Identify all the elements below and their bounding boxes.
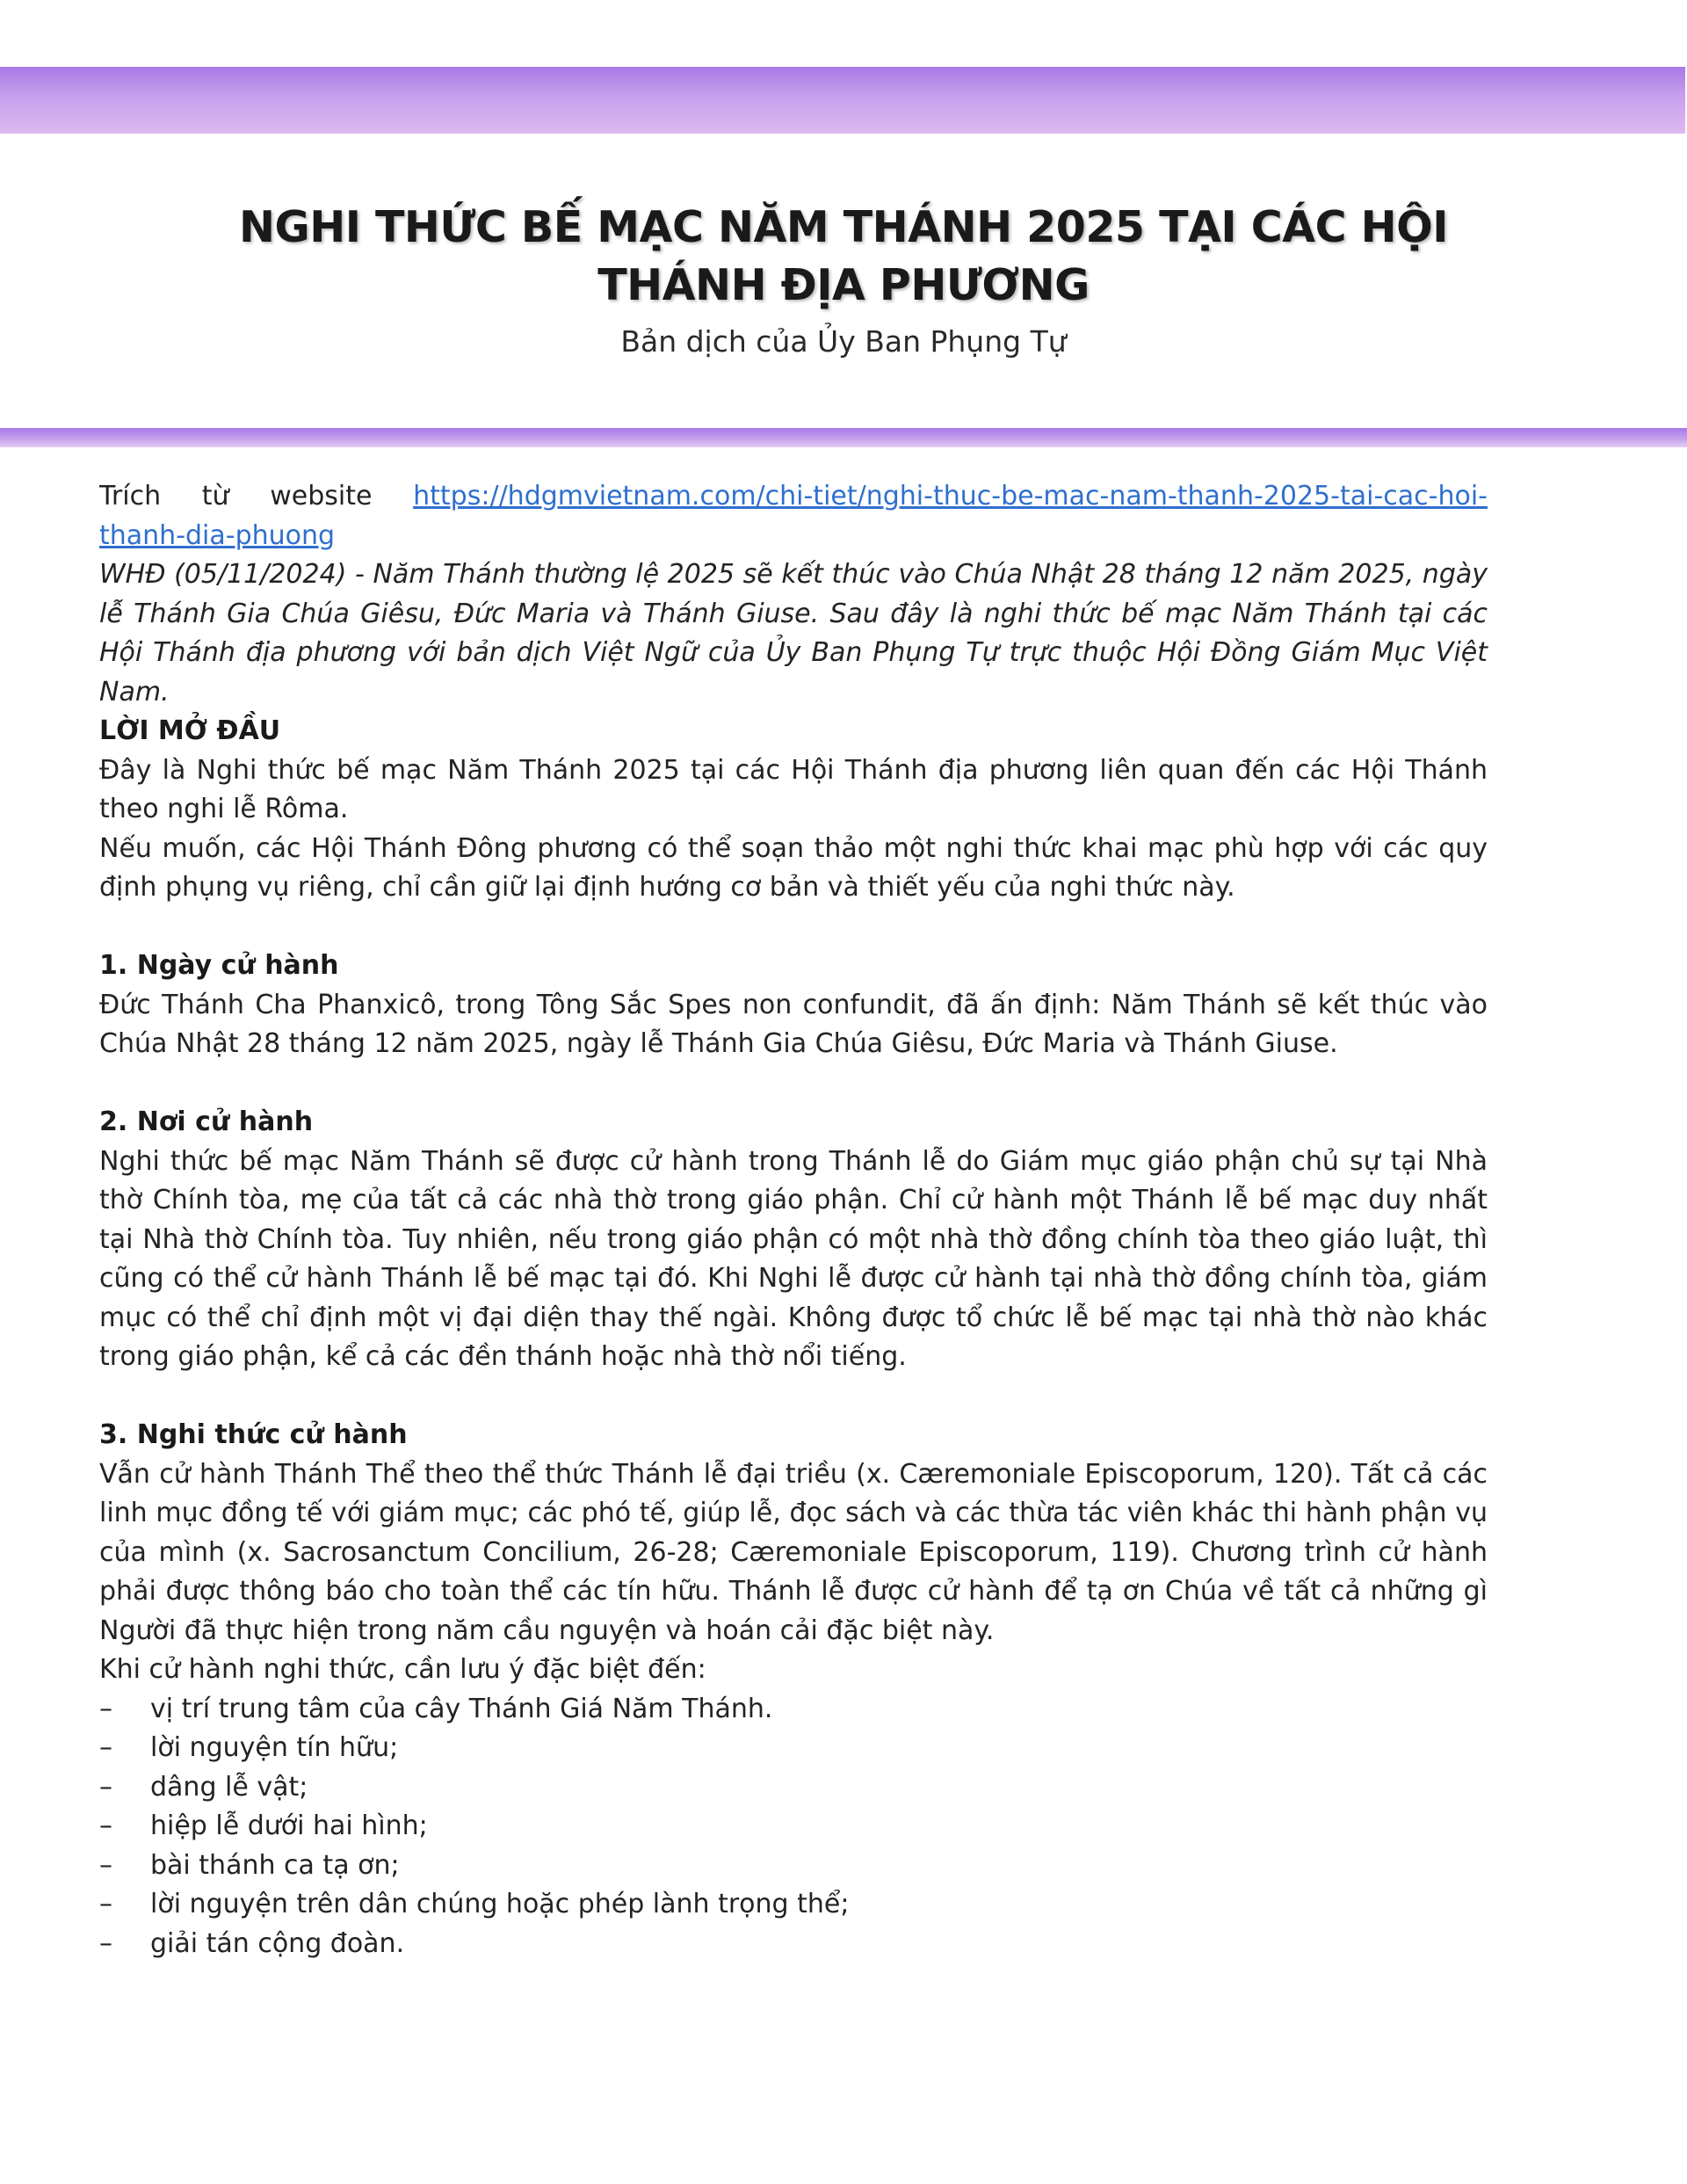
section-1-body: Đức Thánh Cha Phanxicô, trong Tông Sắc Spes non confundit, đã ấn định: Năm Thánh sẽ kết thúc vào Chúa Nhật 28 tháng 12 năm 2025, ngày lễ Thánh Gia Chúa Giêsu, Đức Maria và Thánh Giuse. bbox=[99, 989, 1488, 1059]
bullet-marker: – bbox=[99, 1849, 112, 1881]
document-title-line-2: THÁNH ĐỊA PHƯƠNG bbox=[597, 260, 1090, 310]
bullet-marker: – bbox=[99, 1732, 112, 1763]
document-subtitle: Bản dịch của Ủy Ban Phụng Tự bbox=[620, 324, 1067, 359]
list-item-text: bài thánh ca tạ ơn; bbox=[150, 1849, 400, 1881]
source-line-2 bbox=[99, 517, 1488, 556]
bullet-marker: – bbox=[99, 1927, 112, 1959]
section-spacer bbox=[99, 908, 1488, 947]
section-3-bullet-list bbox=[99, 1690, 1488, 1964]
header-decorative-band-bottom bbox=[0, 428, 1687, 447]
title-block bbox=[0, 199, 1687, 364]
section-2-body: Nghi thức bế mạc Năm Thánh sẽ được cử hành trong Thánh lễ do Giám mục giáo phận chủ sự tại Nhà thờ Chính tòa, mẹ của tất cả các nhà thờ trong giáo phận. Chỉ cử hành một Thánh lễ bế mạc duy nhất tại Nhà thờ Chính tòa. Tuy nhiên, nếu trong giáo phận có một nhà thờ đồng chính tòa theo giáo luật, thì cũng có thể cử hành Thánh lễ bế mạc tại đó. Khi Nghi lễ được cử hành tại nhà thờ đồng chính tòa, giám mục có thể chỉ định một vị đại diện thay thế ngài. Không được tổ chức lễ bế mạc tại nhà thờ nào khác trong giáo phận, kể cả các đền thánh hoặc nhà thờ nổi tiếng. bbox=[99, 1145, 1488, 1372]
preface-paragraph-1: Đây là Nghi thức bế mạc Năm Thánh 2025 tại các Hội Thánh địa phương liên quan đến các Hội Thánh theo nghi lễ Rôma. bbox=[99, 754, 1488, 824]
section-2-heading: 2. Nơi cử hành bbox=[99, 1107, 314, 1137]
document-title bbox=[0, 199, 1687, 315]
source-line bbox=[99, 477, 1488, 517]
section-spacer bbox=[99, 1377, 1488, 1417]
list-item bbox=[99, 1729, 1488, 1768]
list-item-text: giải tán cộng đoàn. bbox=[150, 1927, 405, 1959]
list-item bbox=[99, 1847, 1488, 1886]
bullet-marker: – bbox=[99, 1693, 112, 1724]
list-item-text: dâng lễ vật; bbox=[150, 1771, 308, 1803]
section-3-heading: 3. Nghi thức cử hành bbox=[99, 1419, 408, 1450]
list-item bbox=[99, 1885, 1488, 1925]
section-spacer bbox=[99, 1064, 1488, 1104]
preface-heading: LỜI MỞ ĐẦU bbox=[99, 715, 281, 746]
list-item bbox=[99, 1807, 1488, 1847]
list-item bbox=[99, 1925, 1488, 1964]
section-3-body: Vẫn cử hành Thánh Thể theo thể thức Thánh lễ đại triều (x. Cæremoniale Episcoporum, 120). Tất cả các linh mục đồng tế với giám mục; các phó tế, giúp lễ, đọc sách và các thừa tác viên khác thi hành phận vụ của mình (x. Sacrosanctum Concilium, 26-28; Cæremoniale Episcoporum, 119). Chương trình cử hành phải được thông báo cho toàn thể các tín hữu. Thánh lễ được cử hành để tạ ơn Chúa về tất cả những gì Người đã thực hiện trong năm cầu nguyện và hoán cải đặc biệt này. bbox=[99, 1458, 1488, 1646]
bullet-marker: – bbox=[99, 1771, 112, 1803]
source-link-line-1[interactable]: https://hdgmvietnam.com/chi-tiet/nghi-thuc-be-mac-nam-thanh-2025-tai-cac-hoi- bbox=[413, 481, 1488, 512]
list-item-text: lời nguyện tín hữu; bbox=[150, 1732, 399, 1763]
list-item-text: hiệp lễ dưới hai hình; bbox=[150, 1810, 428, 1841]
list-item-text: vị trí trung tâm của cây Thánh Giá Năm Thánh. bbox=[150, 1693, 773, 1724]
source-prefix: Trích từ website bbox=[99, 481, 373, 512]
list-item bbox=[99, 1690, 1488, 1730]
section-3-list-intro: Khi cử hành nghi thức, cần lưu ý đặc biệt đến: bbox=[99, 1654, 706, 1685]
list-item-text: lời nguyện trên dân chúng hoặc phép lành trọng thể; bbox=[150, 1889, 850, 1919]
header-decorative-band-top bbox=[0, 67, 1685, 134]
bullet-marker: – bbox=[99, 1889, 112, 1919]
document-title-line-1: NGHI THỨC BẾ MẠC NĂM THÁNH 2025 TẠI CÁC HỘI bbox=[238, 202, 1449, 252]
bullet-marker: – bbox=[99, 1810, 112, 1841]
document-body bbox=[99, 477, 1488, 1963]
source-link-line-2[interactable]: thanh-dia-phuong bbox=[99, 519, 336, 551]
list-item bbox=[99, 1768, 1488, 1808]
preface-paragraph-2: Nếu muốn, các Hội Thánh Đông phương có thể soạn thảo một nghi thức khai mạc phù hợp với các quy định phụng vụ riêng, chỉ cần giữ lại định hướng cơ bản và thiết yếu của nghi thức này. bbox=[99, 832, 1488, 903]
intro-paragraph: WHĐ (05/11/2024) - Năm Thánh thường lệ 2025 sẽ kết thúc vào Chúa Nhật 28 tháng 12 năm 2025, ngày lễ Thánh Gia Chúa Giêsu, Đức Maria và Thánh Giuse. Sau đây là nghi thức bế mạc Năm Thánh tại các Hội Thánh địa phương với bản dịch Việt Ngữ của Ủy Ban Phụng Tự trực thuộc Hội Đồng Giám Mục Việt Nam. bbox=[99, 559, 1488, 707]
section-1-heading: 1. Ngày cử hành bbox=[99, 950, 339, 981]
